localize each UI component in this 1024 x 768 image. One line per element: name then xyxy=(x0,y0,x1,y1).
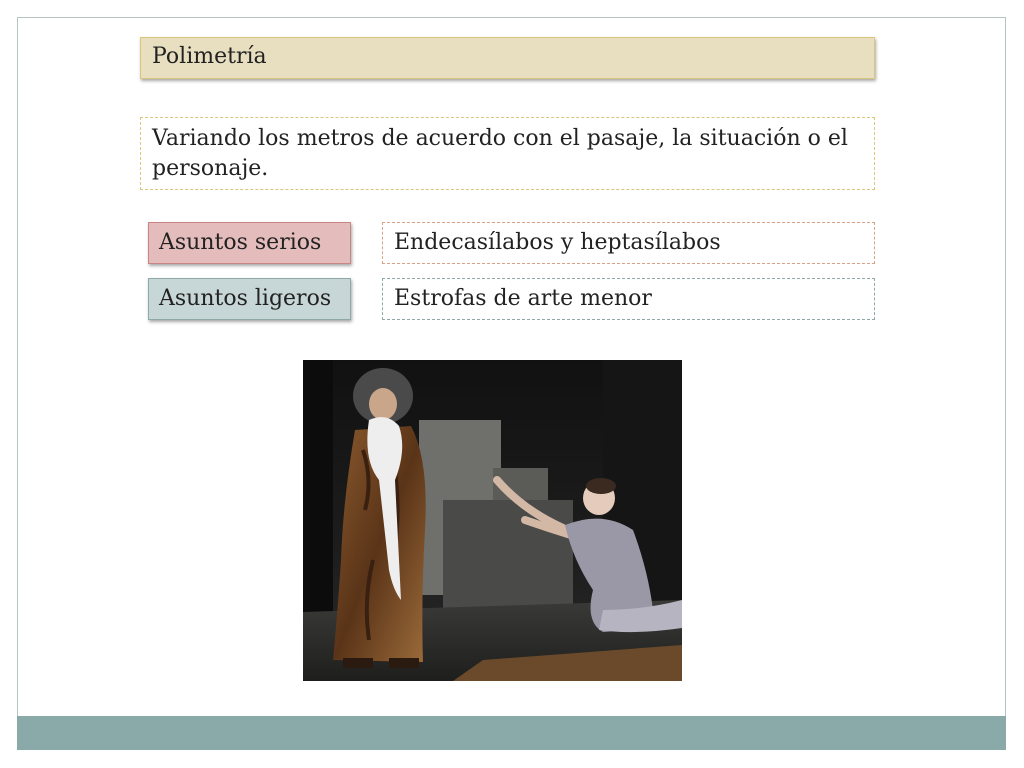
footer-band xyxy=(17,716,1006,750)
value-asuntos-ligeros: Estrofas de arte menor xyxy=(382,278,875,320)
theater-photo xyxy=(303,360,682,681)
slide-description: Variando los metros de acuerdo con el pasaje, la situación o el personaje. xyxy=(140,117,875,190)
slide-title: Polimetría xyxy=(140,37,875,79)
label-asuntos-serios: Asuntos serios xyxy=(148,222,351,264)
label-asuntos-ligeros: Asuntos ligeros xyxy=(148,278,351,320)
value-asuntos-serios: Endecasílabos y heptasílabos xyxy=(382,222,875,264)
